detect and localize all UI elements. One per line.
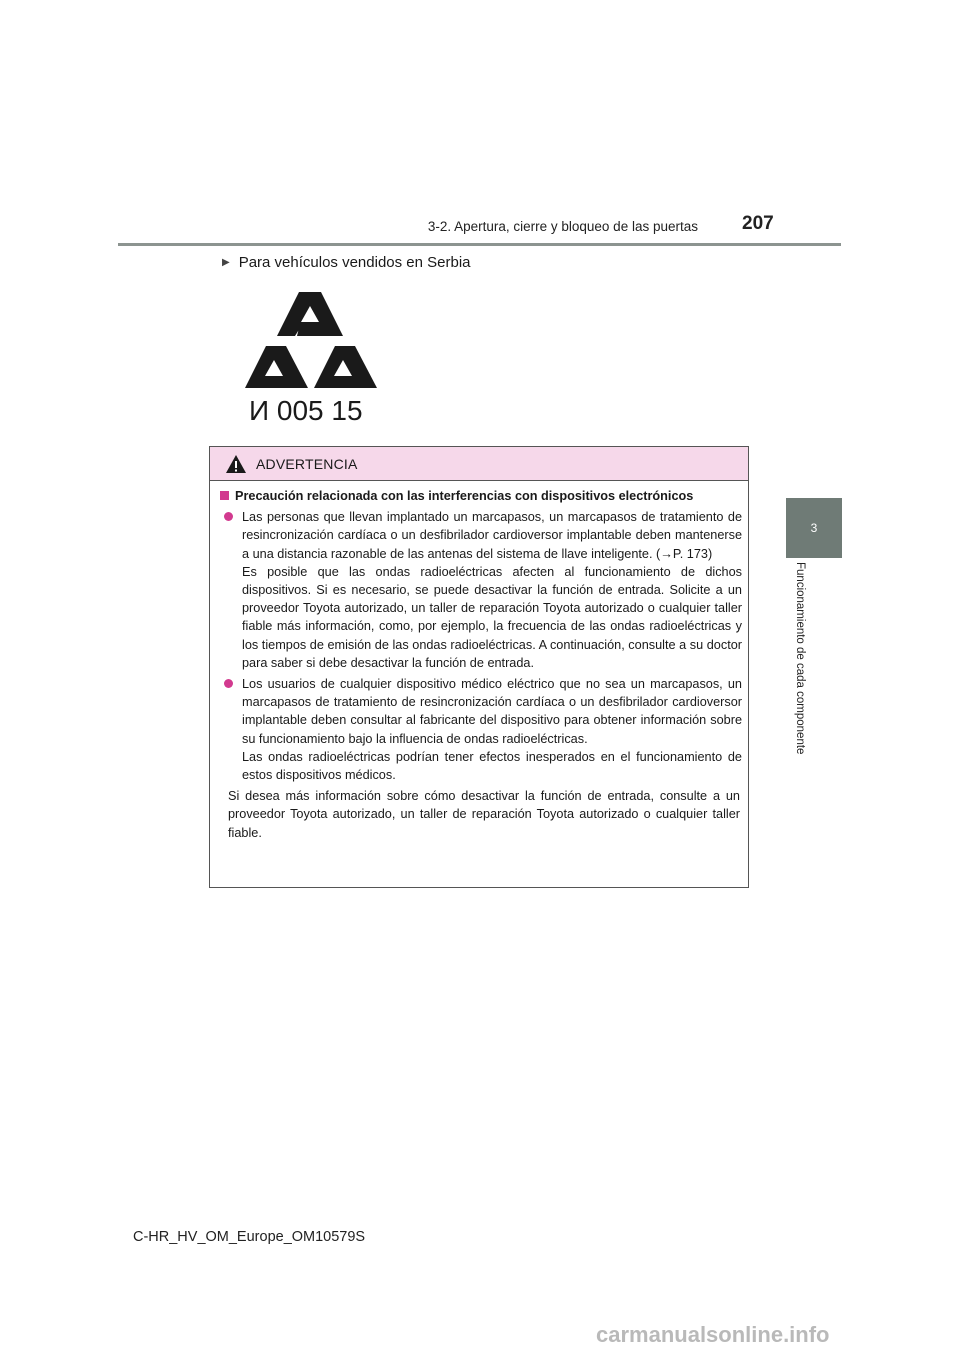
warning-box xyxy=(209,446,749,888)
warning-triangle-icon xyxy=(225,454,247,474)
bullet-paragraph: Los usuarios de cualquier dispositivo médico eléctrico que no sea un marcapasos, un marcapasos de tratamiento de resincronización cardíaca o un desfibrilador cardioversor implantable deben consultar al fabricante del dispositivo para obtener información sobre su funcionamiento bajo la influencia de ondas radioeléctricas. xyxy=(242,677,742,746)
warning-closing: Si desea más información sobre cómo desactivar la función de entrada, consulte a un proveedor Toyota autorizado, un taller de reparación Toyota autorizado o cualquier taller fiable. xyxy=(228,789,740,840)
chapter-number: 3 xyxy=(810,521,818,535)
warning-section-title xyxy=(220,487,742,505)
warning-section-title-text: Precaución relacionada con las interferencias con dispositivos electrónicos xyxy=(235,489,694,503)
vehicle-heading xyxy=(222,254,471,271)
warning-bullet xyxy=(224,508,742,672)
vehicle-heading-text: Para vehículos vendidos en Serbia xyxy=(238,254,471,271)
round-bullet-icon xyxy=(224,679,233,688)
triangle-symbol-icon xyxy=(245,292,377,388)
bullet-paragraph: Es posible que las ondas radioeléctricas afecten al funcionamiento de dichos dispositivos. Si es necesario, se puede desactivar la función de entrada. Solicite a un proveedor Toyota autorizado, un taller de reparación Toyota autorizado o cualquier taller fiable más información, como, por ejemplo, la frecuencia de las ondas radioeléctricas y los tiempos de emisión de las ondas radioeléctricas. A continuación, consulte a su doctor para saber si debe desactivar la función de entrada. xyxy=(242,564,742,670)
header-section-title: 3-2. Apertura, cierre y bloqueo de las puertas xyxy=(427,219,698,234)
arrow-right-icon: ▶ xyxy=(222,257,230,268)
bullet-paragraph: Las personas que llevan implantado un marcapasos, un marcapasos de tratamiento de resincronización cardíaca o un desfibrilador cardioversor implantable deben mantenerse a una distancia razonable de las antenas del sistema de llave inteligente. (→P. 173) xyxy=(242,510,742,561)
watermark[interactable]: carmanualsonline.info xyxy=(596,1322,830,1347)
warning-header xyxy=(210,447,748,481)
round-bullet-icon xyxy=(224,512,233,521)
bullet-paragraph: Las ondas radioeléctricas podrían tener efectos inesperados en el funcionamiento de estos dispositivos médicos. xyxy=(242,749,742,783)
header-rule xyxy=(118,243,841,246)
chapter-tab[interactable] xyxy=(786,498,842,558)
serbia-approval-mark xyxy=(243,290,378,425)
square-bullet-icon xyxy=(220,491,229,500)
warning-bullet xyxy=(224,675,742,784)
document-code: C-HR_HV_OM_Europe_OM10579S xyxy=(133,1229,366,1245)
warning-title: ADVERTENCIA xyxy=(256,455,358,472)
mark-code: И 005 15 xyxy=(249,395,363,425)
chapter-title-vertical: Funcionamiento de cada componente xyxy=(794,562,806,755)
page-number: 207 xyxy=(742,213,774,234)
warning-body xyxy=(210,481,748,842)
